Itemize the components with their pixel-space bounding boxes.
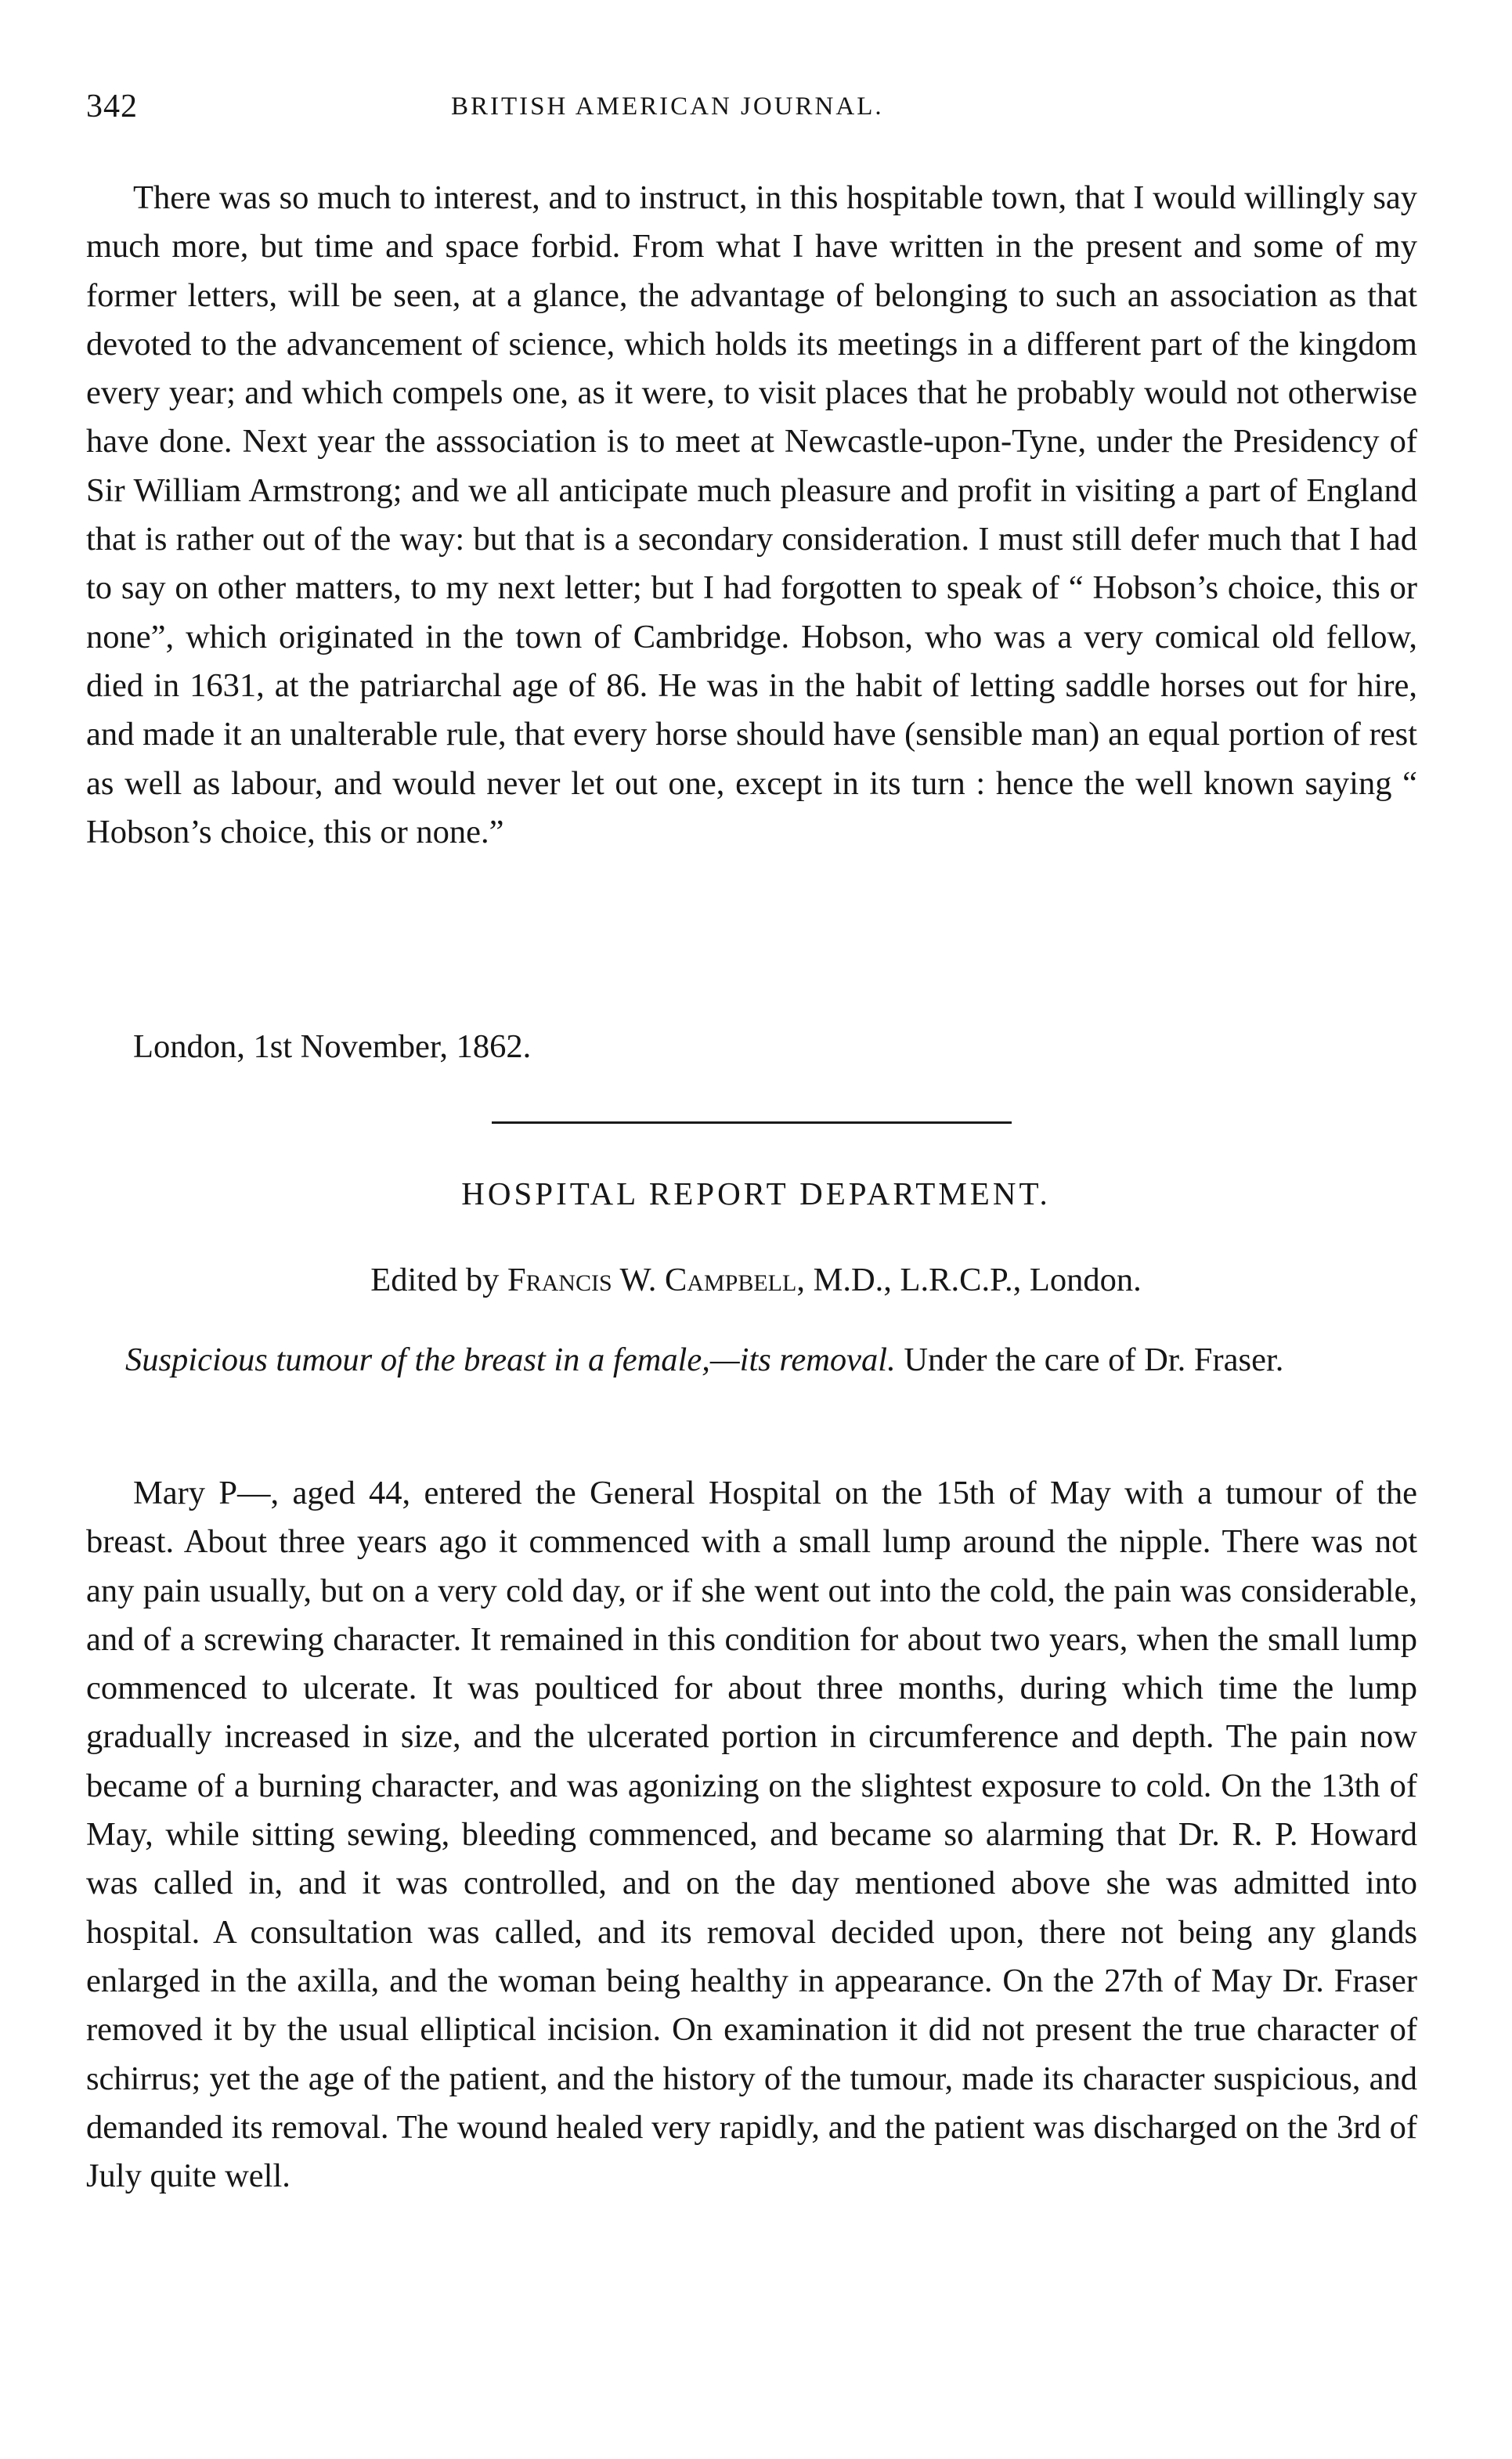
case-title-italic: Suspicious tumour of the breast in a female,—its removal. [125,1341,896,1378]
editor-line [0,1261,1512,1299]
letter-signoff: London, 1st November, 1862. [133,1028,532,1065]
letter-body: There was so much to interest, and to instruct, in this hospitable town, that I would willingly say much more, but time and space forbid. From what I have written in the present and some of my former letters, will be seen, at a glance, the advantage of belonging to such an association as that devoted to the advancement of science, which holds its meetings in a different part of the kingdom every year; and which compels one, as it were, to visit places that he probably would not otherwise have done. Next year the asssociation is to meet at Newcastle-upon-Tyne, under the Presidency of Sir William Armstrong; and we all anticipate much pleasure and profit in visiting a part of England that is rather out of the way: but that is a secondary consideration. I must still defer much that I had to say on other matters, to my next letter; but I had forgotten to speak of “ Hobson’s choice, this or none”, which originated in the town of Cambridge. Hobson, who was a very comical old fellow, died in 1631, at the patriarchal age of 86. He was in the habit of letting saddle horses out for hire, and made it an unalterable rule, that every horse should have (sensible man) an equal portion of rest as well as labour, and would never let out one, except in its turn : hence the well known saying “ Hobson’s choice, this or none.” [86,179,1417,850]
journal-title: BRITISH AMERICAN JOURNAL. [451,92,884,121]
case-title-rest: Under the care of Dr. Fraser. [895,1341,1284,1378]
case-title [86,1336,1417,1385]
editor-prefix: Edited by [370,1262,507,1298]
section-heading: HOSPITAL REPORT DEPARTMENT. [461,1175,1051,1211]
section-divider [492,1121,1012,1124]
running-head [86,88,1417,135]
case-report-body: Mary P—, aged 44, entered the General Hospital on the 15th of May with a tumour of the breast. About three years ago it commenced with a small lump around the nipple. There was not any pain usually, but on a very cold day, or if she went out into the cold, the pain was considerable, and of a screwing character. It remained in this condition for about two years, when the small lump commenced to ulcerate. It was poulticed for about three months, during which time the lump gradually increased in size, and the ulcerated portion in circumference and depth. The pain now became of a burning character, and was agonizing on the slightest exposure to cold. On the 13th of May, while sitting sewing, bleeding commenced, and became so alarming that Dr. R. P. Howard was called in, and it was controlled, and on the day mentioned above she was admitted into hospital. A consultation was called, and its removal decided upon, there not being any glands enlarged in the axilla, and the woman being healthy in appearance. On the 27th of May Dr. Fraser removed it by the usual elliptical incision. On examination it did not present the true character of schirrus; yet the age of the patient, and the history of the tumour, made its character suspicious, and demanded its removal. The wound healed very rapidly, and the patient was discharged on the 3rd of July quite well. [86,1475,1417,2195]
page-number: 342 [86,88,138,125]
editor-name: Francis W. Campbell [507,1262,797,1298]
editor-suffix: , M.D., L.R.C.P., London. [796,1262,1142,1298]
